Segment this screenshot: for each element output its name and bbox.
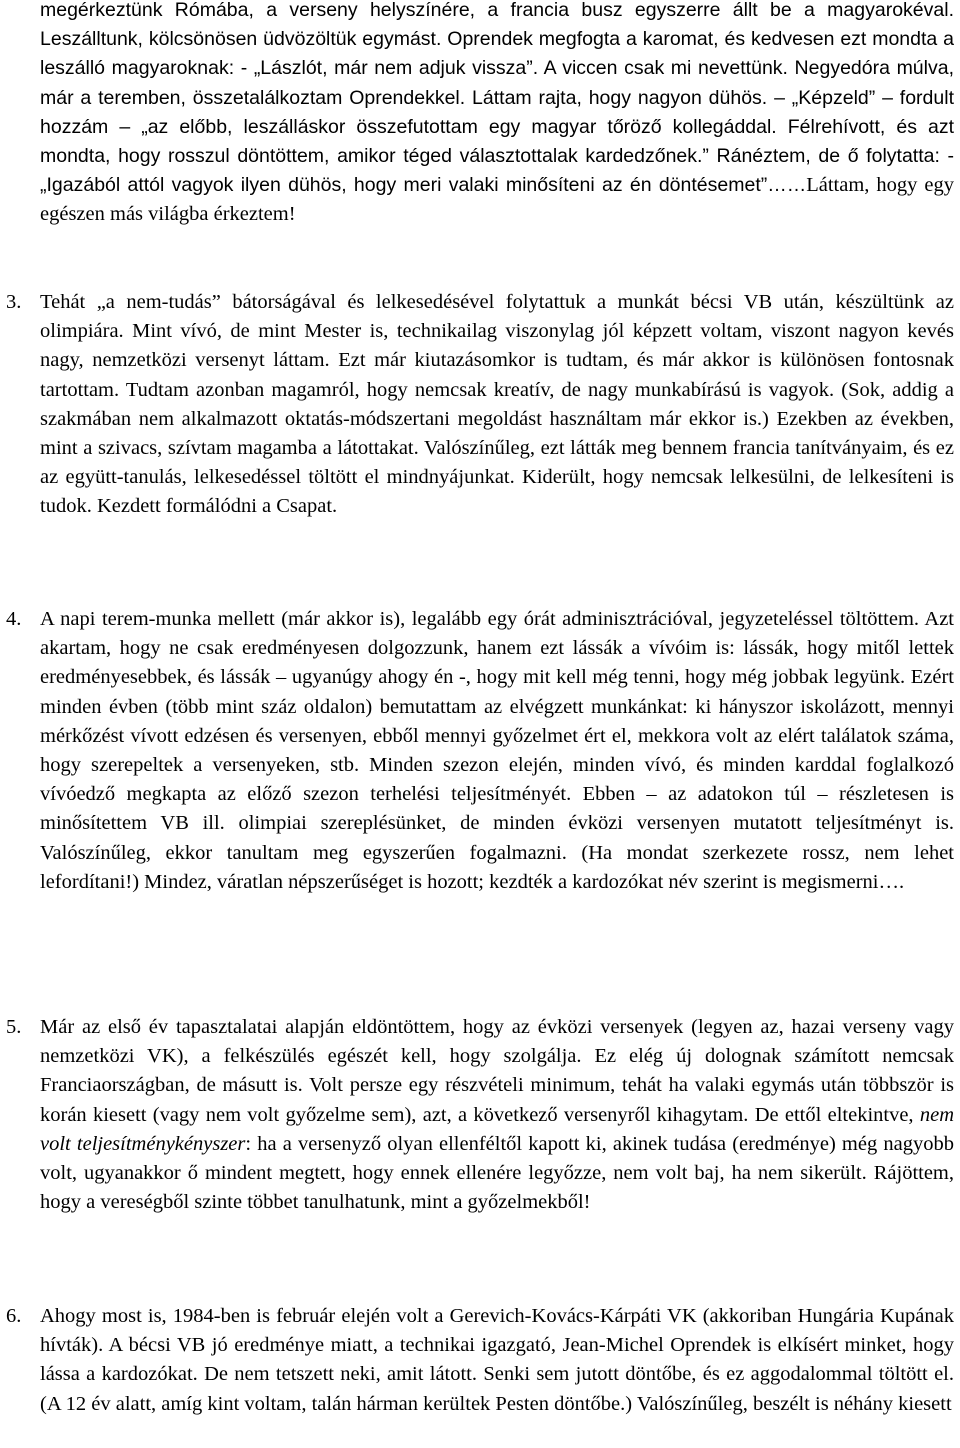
paragraph-text: A napi terem-munka mellett (már akkor is), legalább egy órát adminisztrációval, jegyzeteléssel töltöttem. Azt akartam, hogy ne csak eredményesen dolgozzunk, hanem ezt lássák a vívóim is: lássák, hogy mitől lettek eredményesebbek, és lássák – ugyanúgy ahogy én -, hogy mit kell még tenni, hogy még jobbak legyünk. Ezért minden évben (több mint száz oldalon) bemutattam az elvégzett munkánkat: ki hányszor iskolázott, mennyi mérkőzést vívott edzésen és versenyen, ebből mennyi győzelmet ért el, mekkora volt az elért találatok száma, hogy szerepeltek a versenyeken, stb. Minden szezon elején, minden vívó, és minden karddal foglalkozó vívóedző megkapta az előző szezon terhelési teljesítményét. Ebben – az adatokon túl – részletesen is minősítettem VB ill. olimpiai szereplésünket, de minden évközi versenyen mutatott teljesítményt is. Valószínűleg, ekkor tanultam meg egyszerűen fogalmazni. (Ha mondat szerkezete rossz, nem lehet lefordítani!) Mindez, váratlan népszerűséget is hozott; kezdték a kardozókat név szerint is megismerni…. xyxy=(40,608,954,893)
paragraph-number: 6. xyxy=(6,1305,22,1327)
intro-paragraph xyxy=(40,0,954,230)
paragraph-number: 3. xyxy=(6,291,22,313)
intro-conclusion: Láttam, hogy egy egészen más világba érkeztem! xyxy=(40,174,954,226)
numbered-paragraph-3 xyxy=(6,288,954,522)
numbered-paragraph-4 xyxy=(6,605,954,897)
intro-text: megérkeztünk Rómába, a verseny helyszínére, a francia busz egyszerre állt be a magyarokéval. Leszálltunk, kölcsönösen üdvözöltük egymást. Oprendek megfogta a karomat, és kedvesen ezt mondta a leszálló magyaroknak: - „Lászlót, már nem adjuk vissza”. A viccen csak mi nevettünk. Negyedóra múlva, már a teremben, összetalálkoztam Oprendekkel. Láttam rajta, hogy nagyon dühös. – „Képzeld” – fordult hozzám – „az előbb, leszálláskor összefutottam egy magyar tőröző kollegáddal. Félrehívott, és azt mondta, hogy rosszul döntöttem, amikor téged választottalak kardedzőnek.” Ránéztem, de ő folytatta: - „Igazából attól vagyok ilyen dühös, hogy meri valaki minősíteni az én döntésemet”…… xyxy=(40,0,954,197)
paragraph-text-part: Már az első év tapasztalatai alapján eldöntöttem, hogy az évközi versenyek (legyen az, hazai verseny vagy nemzetközi VK), a felkészülés egészét kell, hogy szolgálja. Ez elég új dolognak számított nemcsak Franciaországban, de másutt is. Volt persze egy részvételi minimum, tehát ha valaki egymás után többször is korán kiesett (vagy nem volt győzelme sem), azt, a következő versenyről kihagytam. De ettől eltekintve, xyxy=(40,1016,954,1126)
paragraph-text-part: : ha a versenyző olyan ellenféltől kapott ki, akinek tudása (eredménye) még nagyobb volt, ugyanakkor ő mindent megtett, hogy ennek ellenére legyőzze, nem volt baj, ha nem sikerült. Rájöttem, hogy a vereségből szinte többet tanulhatunk, mint a győzelmekből! xyxy=(40,1132,954,1214)
italic-phrase: nem volt teljesítménykényszer xyxy=(40,1103,955,1155)
paragraph-text: Tehát „a nem-tudás” bátorságával és lelkesedésével folytattuk a munkát bécsi VB után, készültünk az olimpiára. Mint vívó, de mint Mester is, technikailag viszonylag jól képzett voltam, viszont nagyon kevés nagy, nemzetközi versenyt láttam. Ezt már kiutazásomkor is tudtam, és már akkor is különösen fontosnak tartottam. Tudtam azonban magamról, hogy nemcsak kreatív, de nagy munkabírású is vagyok. (Sok, addig a szakmában nem alkalmazott oktatás-módszertani megoldást használtam már ekkor is.) Ezekben az években, mint a szivacs, szívtam magamba a látottakat. Valószínűleg, ezt látták meg bennem francia tanítványaim, és ez az együtt-tanulás, lelkesedéssel töltött el mindnyájunkat. Kiderült, hogy nemcsak lelkesülni, de lelkesíteni is tudok. Kezdett formálódni a Csapat. xyxy=(40,291,954,518)
numbered-paragraph-6 xyxy=(6,1302,954,1419)
paragraph-number: 4. xyxy=(6,608,22,630)
paragraph-text xyxy=(40,1013,954,1217)
numbered-paragraph-5 xyxy=(6,1013,954,1217)
paragraph-number: 5. xyxy=(6,1016,22,1038)
paragraph-text: Ahogy most is, 1984-ben is február elején volt a Gerevich-Kovács-Kárpáti VK (akkoriban Hungária Kupának hívták). A bécsi VB jó eredménye miatt, a technikai igazgató, Jean-Michel Oprendek is elkísért minket, hogy lássa a kardozókat. De nem tetszett neki, amit látott. Senki sem jutott döntőbe, és ez aggodalommal töltött el. (A 12 év alatt, amíg kint voltam, talán hárman kerültek Pesten döntőbe.) Valószínűleg, beszélt is néhány kiesett xyxy=(40,1305,954,1415)
